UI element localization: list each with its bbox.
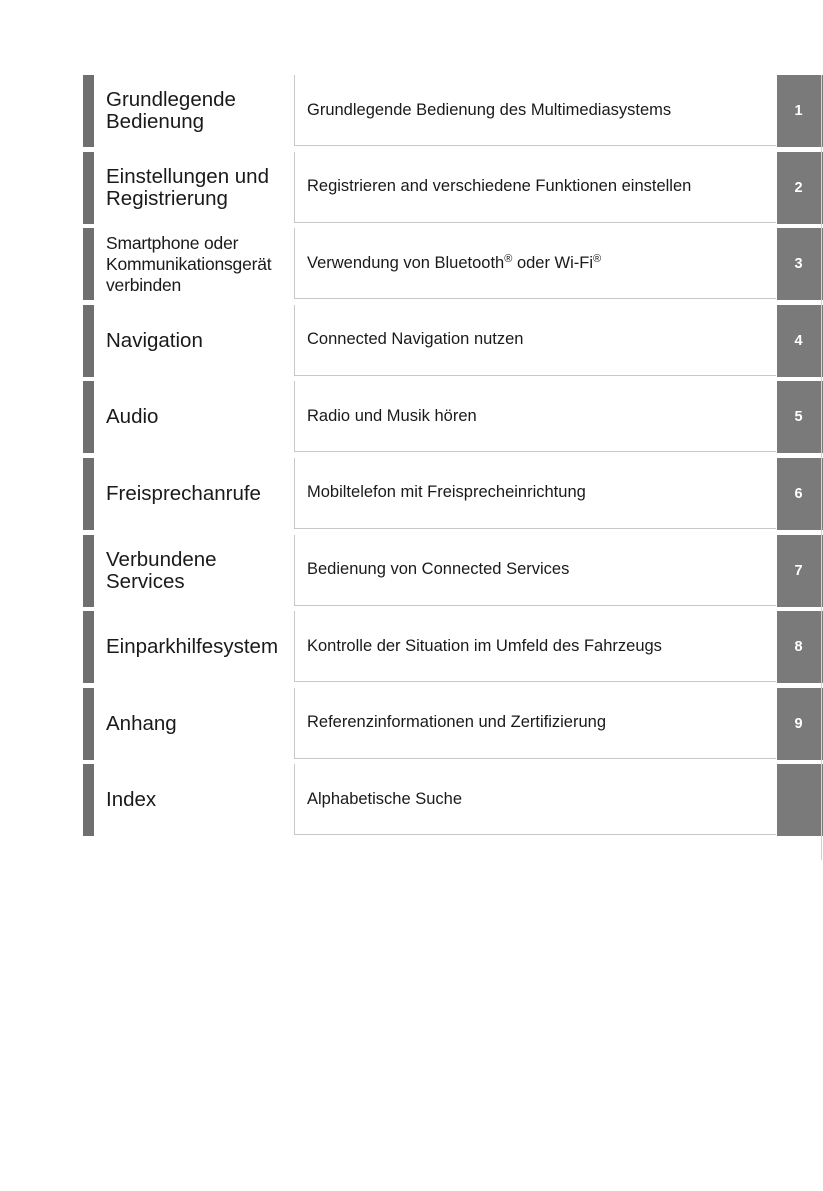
- chapter-tab[interactable]: 8: [777, 611, 823, 683]
- chapter-accent-bar: [83, 381, 94, 453]
- chapter-tab[interactable]: 5: [777, 381, 823, 453]
- chapter-description: Grundlegende Bedienung des Multimediasystems: [294, 75, 776, 146]
- toc-row-einparkhilfesystem[interactable]: [83, 611, 823, 683]
- chapter-tab[interactable]: 6: [777, 458, 823, 530]
- chapter-description: Bedienung von Connected Services: [294, 535, 776, 606]
- chapter-tab[interactable]: 4: [777, 305, 823, 377]
- chapter-accent-bar: [83, 305, 94, 377]
- chapter-title: Grundlegende Bedienung: [106, 88, 236, 133]
- chapter-tab[interactable]: 7: [777, 535, 823, 607]
- chapter-description: Verwendung von Bluetooth® oder Wi-Fi®: [294, 228, 776, 299]
- toc-row-grundlegende-bedienung[interactable]: [83, 75, 823, 147]
- chapter-accent-bar: [83, 764, 94, 836]
- chapter-accent-bar: [83, 458, 94, 530]
- chapter-title: Einstellungen und Registrierung: [106, 164, 269, 210]
- toc-row-anhang[interactable]: [83, 688, 823, 760]
- chapter-description: Registrieren and verschiedene Funktionen einstellen: [294, 152, 776, 223]
- toc-row-audio[interactable]: [83, 381, 823, 453]
- chapter-accent-bar: [83, 688, 94, 760]
- toc-row-verbundene-services[interactable]: [83, 535, 823, 607]
- table-of-contents: [83, 75, 823, 841]
- chapter-accent-bar: [83, 535, 94, 607]
- chapter-title: Navigation: [106, 328, 203, 352]
- registered-mark: ®: [504, 252, 513, 265]
- chapter-title: Index: [106, 788, 157, 812]
- chapter-tab[interactable]: 3: [777, 228, 823, 300]
- chapter-title: Freisprechanrufe: [106, 481, 261, 505]
- page-edge-divider: [821, 75, 822, 860]
- chapter-tab[interactable]: 2: [777, 152, 823, 224]
- registered-mark: ®: [593, 252, 602, 265]
- chapter-accent-bar: [83, 611, 94, 683]
- chapter-title: Einparkhilfesystem: [106, 635, 279, 659]
- toc-row-smartphone[interactable]: [83, 228, 823, 300]
- toc-row-navigation[interactable]: [83, 305, 823, 377]
- toc-row-einstellungen[interactable]: [83, 152, 823, 224]
- chapter-description: Referenzinformationen und Zertifizierung: [294, 688, 776, 759]
- chapter-accent-bar: [83, 228, 94, 300]
- chapter-description: Alphabetische Suche: [294, 764, 776, 835]
- chapter-tab[interactable]: 1: [777, 75, 823, 147]
- chapter-accent-bar: [83, 152, 94, 224]
- chapter-tab[interactable]: 9: [777, 688, 823, 760]
- chapter-title: Audio: [106, 405, 159, 429]
- chapter-description: Radio und Musik hören: [294, 381, 776, 452]
- chapter-description: Connected Navigation nutzen: [294, 305, 776, 376]
- chapter-accent-bar: [83, 75, 94, 147]
- chapter-title: Anhang: [106, 711, 177, 735]
- chapter-title: Verbundene Services: [106, 547, 217, 593]
- chapter-description: Kontrolle der Situation im Umfeld des Fahrzeugs: [294, 611, 776, 682]
- chapter-tab[interactable]: [777, 764, 823, 836]
- toc-row-index[interactable]: [83, 764, 823, 836]
- toc-row-freisprechanrufe[interactable]: [83, 458, 823, 530]
- chapter-title: Smartphone oder Kommunikationsgerät verbinden: [106, 232, 272, 295]
- chapter-description: Mobiltelefon mit Freisprecheinrichtung: [294, 458, 776, 529]
